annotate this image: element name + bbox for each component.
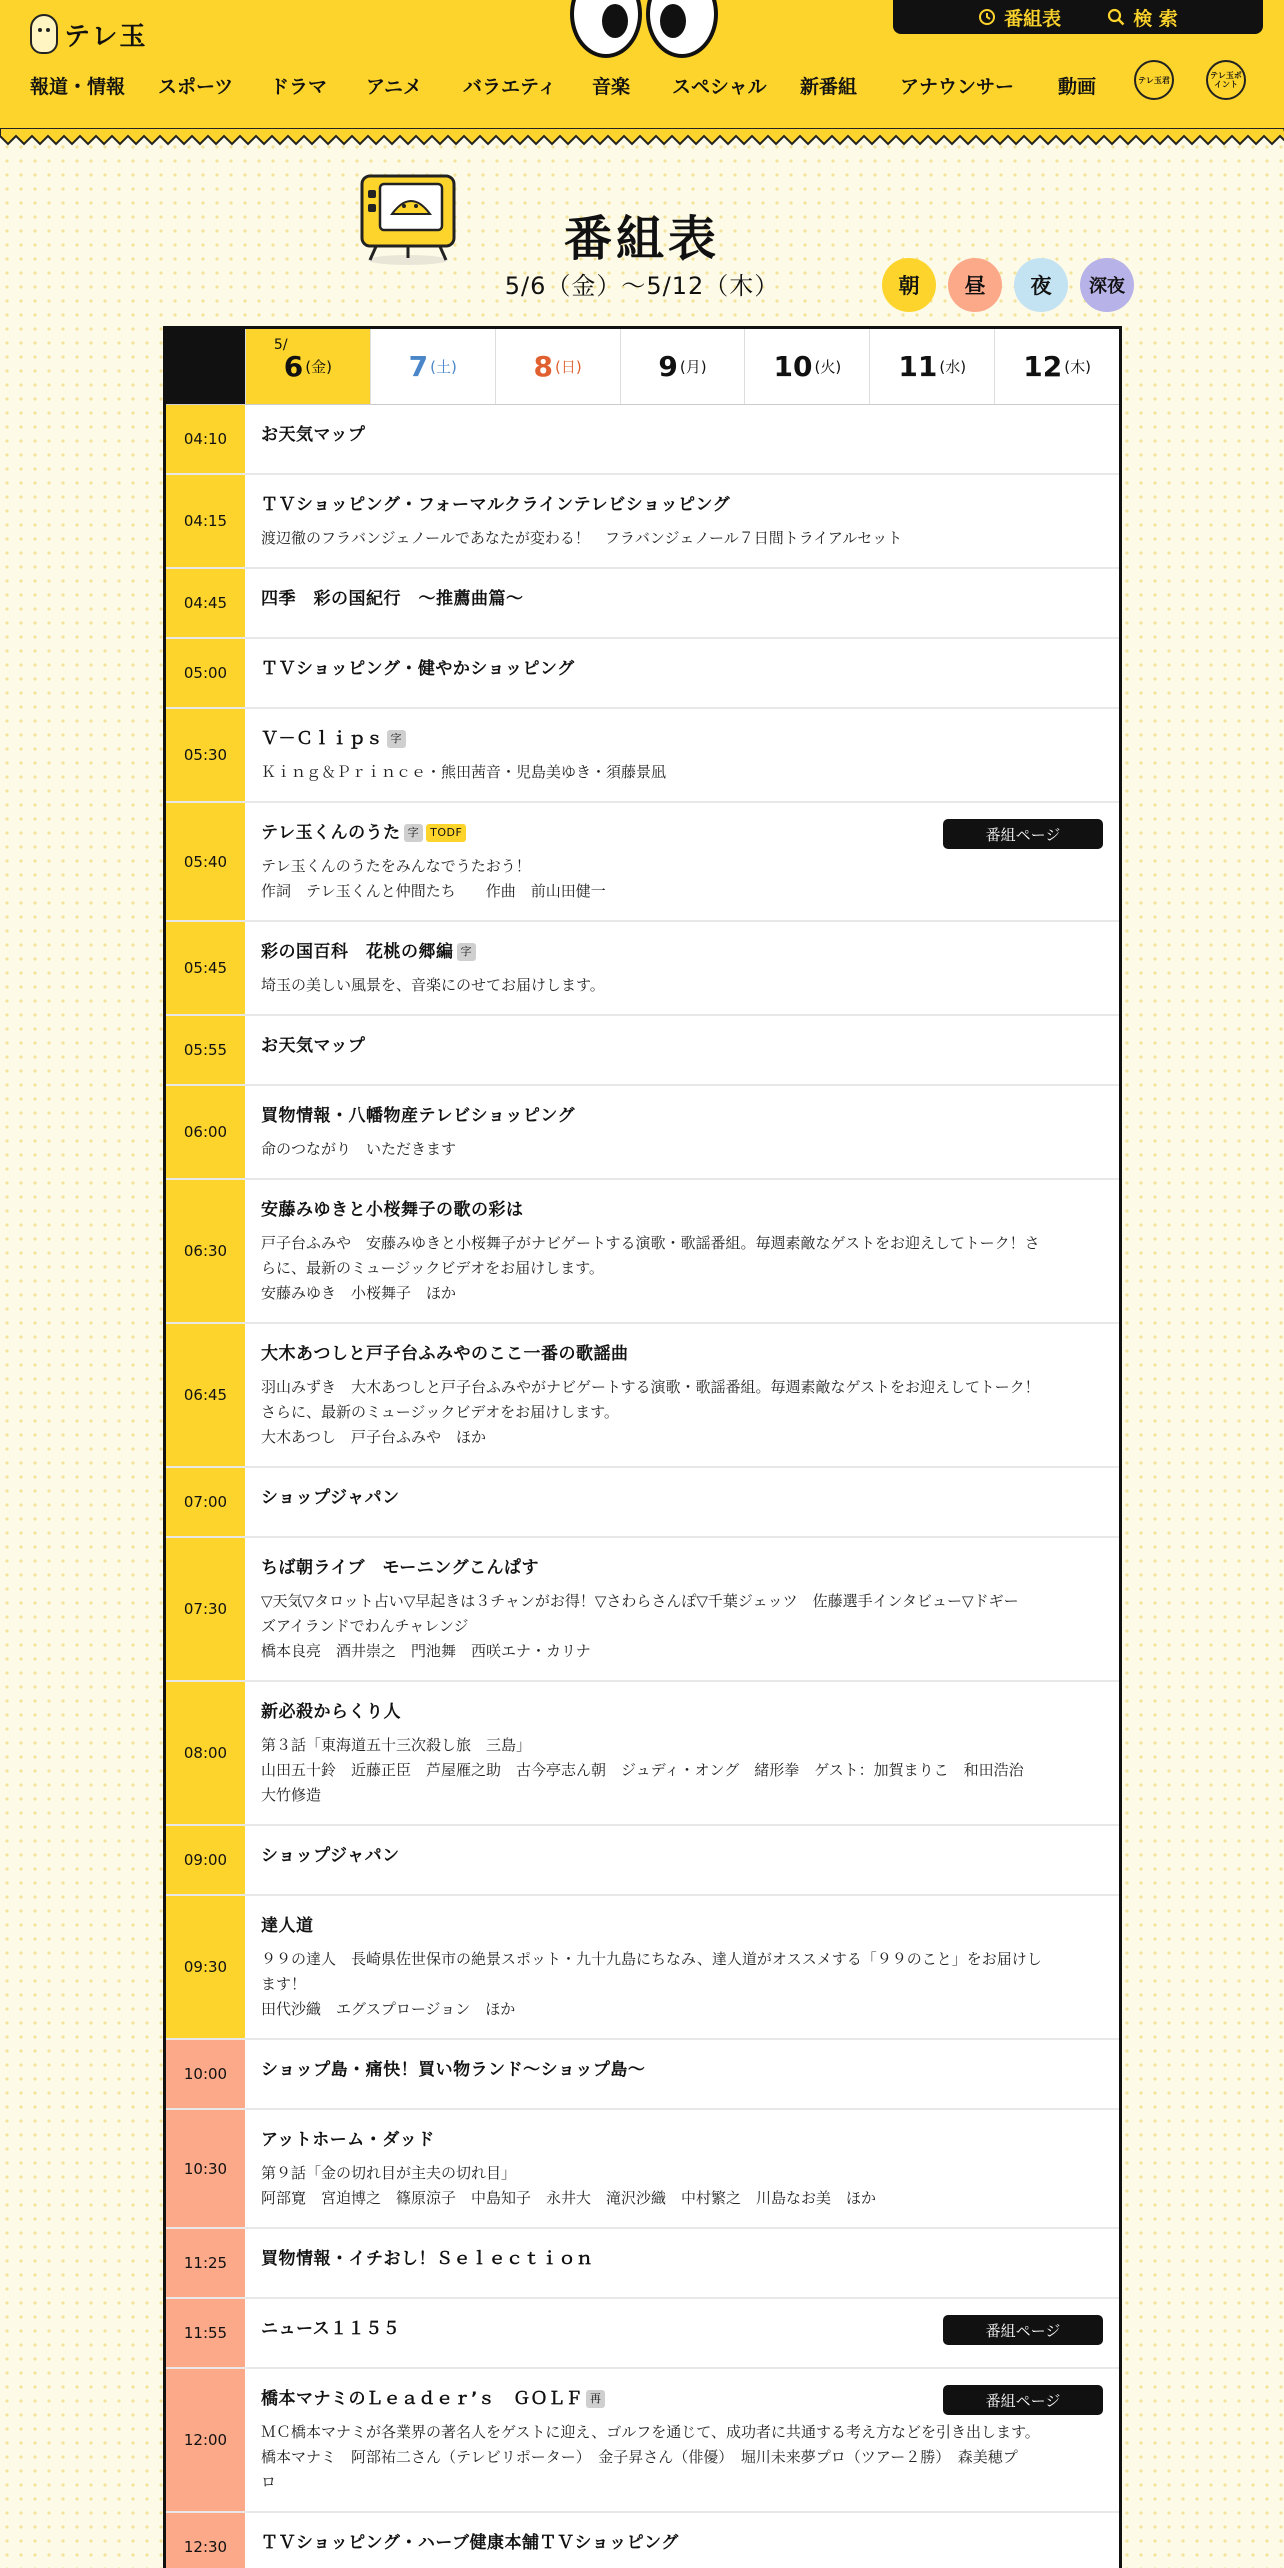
program-row[interactable] bbox=[166, 803, 1119, 922]
program-page-button[interactable]: 番組ページ bbox=[943, 2315, 1103, 2345]
day-tab-weekday: (土) bbox=[430, 358, 457, 376]
program-time: 12:00 bbox=[166, 2369, 245, 2511]
program-badge: TODF bbox=[426, 824, 466, 842]
program-title[interactable] bbox=[261, 422, 1103, 448]
program-time: 05:30 bbox=[166, 709, 245, 801]
program-cell bbox=[245, 1468, 1119, 1536]
program-title-text: ちば朝ライブ モーニングこんぱす bbox=[261, 1558, 539, 1578]
day-tab-number: 6 bbox=[283, 350, 304, 383]
program-title[interactable] bbox=[261, 656, 1103, 682]
program-time: 12:30 bbox=[166, 2513, 245, 2568]
program-description bbox=[261, 2161, 1103, 2211]
program-cell bbox=[245, 475, 1119, 567]
nav-item[interactable]: 報道・情報 bbox=[30, 76, 126, 98]
day-tab-weekday: (火) bbox=[814, 358, 842, 376]
program-row[interactable] bbox=[166, 1016, 1119, 1086]
header-zigzag-edge bbox=[0, 128, 1284, 148]
program-title-text: 四季 彩の国紀行 ～推薦曲篇～ bbox=[261, 589, 524, 609]
program-row[interactable] bbox=[166, 1896, 1119, 2040]
day-tab-weekday: (金) bbox=[305, 358, 332, 376]
program-row[interactable] bbox=[166, 1682, 1119, 1826]
program-title[interactable] bbox=[261, 2127, 1103, 2153]
program-cell bbox=[245, 922, 1119, 1014]
day-tabs-corner bbox=[166, 329, 245, 404]
program-title-text: 安藤みゆきと小桜舞子の歌の彩は bbox=[261, 1200, 524, 1220]
description-line: 大木あつし 戸子台ふみや ほか bbox=[261, 1428, 487, 1446]
description-line: ズアイランドでわんチャレンジ bbox=[261, 1617, 469, 1635]
program-time: 05:45 bbox=[166, 922, 245, 1014]
program-row[interactable] bbox=[166, 2369, 1119, 2513]
description-line: ▽天気▽タロット占い▽早起きは３チャンがお得！▽さわらさんぽ▽千葉ジェッツ 佐藤選手インタビュー▽ドギー bbox=[261, 1592, 1019, 1610]
nav-item[interactable]: スペシャル bbox=[672, 76, 767, 98]
top-utility-bar bbox=[893, 0, 1263, 34]
description-line: テレ玉くんのうたをみんなでうたおう！ bbox=[261, 857, 531, 875]
day-tab-weekday: (水) bbox=[939, 358, 967, 376]
program-time: 05:55 bbox=[166, 1016, 245, 1084]
mascot-eyes bbox=[570, 0, 718, 58]
program-cell bbox=[245, 1324, 1119, 1466]
program-row[interactable] bbox=[166, 2513, 1119, 2568]
program-time: 07:00 bbox=[166, 1468, 245, 1536]
program-title-text: ＴＶショッピング・フォーマルクラインテレビショッピング bbox=[261, 495, 731, 515]
clock-icon bbox=[978, 8, 996, 26]
program-title[interactable] bbox=[261, 1197, 1103, 1223]
program-title-text: 買物情報・イチおし！Ｓｅｌｅｃｔｉｏｎ bbox=[261, 2249, 594, 2269]
program-row[interactable] bbox=[166, 2229, 1119, 2299]
program-description bbox=[261, 1589, 1103, 1664]
program-title-text: テレ玉くんのうた bbox=[261, 823, 401, 843]
program-title-text: ＴＶショッピング・ハーブ健康本舗ＴＶショッピング bbox=[261, 2533, 679, 2553]
description-line: Ｋｉｎｇ＆Ｐｒｉｎｃｅ・熊田茜音・児島美ゆき・須藤景凪 bbox=[261, 763, 667, 781]
day-tab-number: 12 bbox=[1023, 350, 1063, 383]
nav-item[interactable]: アニメ bbox=[366, 76, 423, 98]
program-page-button[interactable]: 番組ページ bbox=[943, 819, 1103, 849]
program-cell bbox=[245, 1180, 1119, 1322]
day-tab-month: 5/ bbox=[273, 337, 288, 353]
program-title[interactable] bbox=[261, 492, 1103, 518]
time-of-day-button[interactable]: 夜 bbox=[1014, 258, 1068, 312]
nav-item[interactable]: 音楽 bbox=[592, 76, 631, 98]
search-link[interactable] bbox=[1107, 4, 1178, 31]
program-row[interactable] bbox=[166, 475, 1119, 569]
description-line: ロ bbox=[261, 2473, 277, 2491]
day-tab[interactable] bbox=[245, 329, 370, 404]
program-row[interactable] bbox=[166, 2040, 1119, 2110]
program-time: 06:00 bbox=[166, 1086, 245, 1178]
description-line: 橋本良亮 酒井崇之 門池舞 西咲エナ・カリナ bbox=[261, 1642, 591, 1660]
program-description bbox=[261, 526, 1103, 551]
program-title-text: 彩の国百科 花桃の郷編 bbox=[261, 942, 454, 962]
program-time: 04:15 bbox=[166, 475, 245, 567]
program-time: 10:30 bbox=[166, 2110, 245, 2227]
day-tabs bbox=[166, 329, 1119, 405]
description-line: 第９話「金の切れ目が主夫の切れ目」 bbox=[261, 2164, 517, 2182]
program-time: 06:30 bbox=[166, 1180, 245, 1322]
program-title-text: 買物情報・八幡物産テレビショッピング bbox=[261, 1106, 575, 1126]
program-title[interactable] bbox=[261, 1033, 1103, 1059]
day-tab[interactable] bbox=[620, 329, 745, 404]
day-tab-number: 10 bbox=[773, 350, 813, 383]
left-eye-icon bbox=[570, 0, 642, 58]
nav-item[interactable]: バラエティ bbox=[463, 76, 557, 98]
mascot-logo-icon bbox=[30, 14, 58, 54]
program-row[interactable] bbox=[166, 1324, 1119, 1468]
nav-item[interactable]: スポーツ bbox=[158, 76, 234, 98]
program-time: 07:30 bbox=[166, 1538, 245, 1680]
program-title[interactable] bbox=[261, 1555, 1103, 1581]
program-cell bbox=[245, 405, 1119, 473]
program-title[interactable] bbox=[261, 2530, 1103, 2556]
program-time: 09:00 bbox=[166, 1826, 245, 1894]
program-description bbox=[261, 854, 1103, 904]
program-description bbox=[261, 760, 1103, 785]
description-line: 橋本マナミ 阿部祐二さん（テレビリポーター） 金子昇さん（俳優） 堀川未来夢プロ（ツアー２勝） 森美穂プ bbox=[261, 2448, 1018, 2466]
program-row[interactable] bbox=[166, 1468, 1119, 1538]
day-tab[interactable] bbox=[370, 329, 495, 404]
day-tab[interactable] bbox=[869, 329, 994, 404]
day-tab-number: 11 bbox=[898, 350, 938, 383]
description-line: ９９の達人 長崎県佐世保市の絶景スポット・九十九島にちなみ、達人道がオススメする「９９のこと」をお届けし bbox=[261, 1950, 1042, 1968]
time-of-day-buttons bbox=[882, 258, 1134, 312]
program-cell bbox=[245, 1682, 1119, 1824]
program-cell bbox=[245, 639, 1119, 707]
day-tab-weekday: (日) bbox=[554, 358, 582, 376]
program-title-text: ニュース１１５５ bbox=[261, 2319, 401, 2339]
program-time: 05:00 bbox=[166, 639, 245, 707]
program-title-text: ＴＶショッピング・健やかショッピング bbox=[261, 659, 575, 679]
program-title[interactable] bbox=[261, 1341, 1103, 1367]
program-title-text: 大木あつしと戸子台ふみやのここ一番の歌謡曲 bbox=[261, 1344, 629, 1364]
program-row[interactable] bbox=[166, 2110, 1119, 2229]
right-eye-icon bbox=[646, 0, 718, 58]
program-title-text: 達人道 bbox=[261, 1916, 314, 1936]
program-row[interactable] bbox=[166, 1538, 1119, 1682]
program-cell bbox=[245, 2299, 1119, 2367]
program-title[interactable] bbox=[261, 1485, 1103, 1511]
program-list bbox=[166, 405, 1119, 2568]
description-line: さらに、最新のミュージックビデオをお届けします。 bbox=[261, 1403, 619, 1421]
program-time: 08:00 bbox=[166, 1682, 245, 1824]
main-nav bbox=[0, 72, 1284, 102]
program-title[interactable] bbox=[261, 2057, 1103, 2083]
program-title[interactable] bbox=[261, 1843, 1103, 1869]
program-description bbox=[261, 1947, 1103, 2022]
day-tab[interactable] bbox=[744, 329, 869, 404]
program-time: 04:10 bbox=[166, 405, 245, 473]
program-row[interactable] bbox=[166, 639, 1119, 709]
program-row[interactable] bbox=[166, 569, 1119, 639]
program-title-text: ショップジャパン bbox=[261, 1488, 400, 1508]
description-line: 作詞 テレ玉くんと仲間たち 作曲 前山田健一 bbox=[261, 882, 606, 900]
program-row[interactable] bbox=[166, 2299, 1119, 2369]
description-line: 第３話「東海道五十三次殺し旅 三島」 bbox=[261, 1736, 532, 1754]
program-title-text: お天気マップ bbox=[261, 425, 366, 445]
day-tab-weekday: (木) bbox=[1064, 358, 1091, 376]
search-link-label: 検 索 bbox=[1133, 7, 1178, 30]
day-tab-number: 8 bbox=[533, 350, 553, 383]
program-cell bbox=[245, 1896, 1119, 2038]
mascot-button[interactable] bbox=[1134, 60, 1174, 100]
program-description bbox=[261, 973, 1103, 998]
program-cell bbox=[245, 1826, 1119, 1894]
program-page-button[interactable]: 番組ページ bbox=[943, 2385, 1103, 2415]
program-cell bbox=[245, 1538, 1119, 1680]
program-cell bbox=[245, 569, 1119, 637]
program-title[interactable] bbox=[261, 2246, 1103, 2272]
program-row[interactable] bbox=[166, 1180, 1119, 1324]
schedule-link-label: 番組表 bbox=[1004, 7, 1062, 30]
program-title[interactable] bbox=[261, 1913, 1103, 1939]
program-cell bbox=[245, 1086, 1119, 1178]
program-row[interactable] bbox=[166, 922, 1119, 1016]
program-row[interactable] bbox=[166, 709, 1119, 803]
program-time: 11:25 bbox=[166, 2229, 245, 2297]
program-badge: 字 bbox=[457, 943, 477, 961]
nav-item[interactable]: 動画 bbox=[1058, 76, 1097, 98]
description-line: ます！ bbox=[261, 1975, 307, 1993]
nav-item[interactable]: ドラマ bbox=[270, 76, 328, 98]
mascot-icon: テレ玉君 bbox=[1138, 75, 1170, 85]
time-of-day-button[interactable]: 朝 bbox=[882, 258, 936, 312]
program-cell bbox=[245, 2513, 1119, 2568]
description-line: 埼玉の美しい風景を、音楽にのせてお届けします。 bbox=[261, 976, 605, 994]
program-badge: 字 bbox=[404, 824, 424, 842]
program-description bbox=[261, 1733, 1103, 1808]
date-range: 5/6（金）〜5/12（木） bbox=[504, 272, 780, 300]
time-of-day-button[interactable]: 昼 bbox=[948, 258, 1002, 312]
program-cell bbox=[245, 709, 1119, 801]
program-title-text: Ｖ－Ｃｌｉｐｓ bbox=[261, 729, 384, 749]
program-row[interactable] bbox=[166, 1826, 1119, 1896]
description-line: 羽山みずき 大木あつしと戸子台ふみやがナビゲートする演歌・歌謡番組。毎週素敵なゲストをお迎えしてトーク！ bbox=[261, 1378, 1040, 1396]
description-line: ＭＣ橋本マナミが各業界の著名人をゲストに迎え、ゴルフを通じて、成功者に共通する考え方などを引き出します。 bbox=[261, 2423, 1040, 2441]
program-cell bbox=[245, 1016, 1119, 1084]
phone-icon: テレ玉ポイント bbox=[1210, 71, 1242, 89]
description-line: らに、最新のミュージックビデオをお届けします。 bbox=[261, 1259, 604, 1277]
program-time: 09:30 bbox=[166, 1896, 245, 2038]
program-row[interactable] bbox=[166, 405, 1119, 475]
program-title[interactable] bbox=[261, 1699, 1103, 1725]
day-tab[interactable] bbox=[994, 329, 1119, 404]
program-description bbox=[261, 2420, 1103, 2495]
program-cell bbox=[245, 2040, 1119, 2108]
description-line: 渡辺徹のフラバンジェノールであなたが変わる！ フラバンジェノール７日間トライアルセット bbox=[261, 529, 903, 547]
program-cell bbox=[245, 2229, 1119, 2297]
program-row[interactable] bbox=[166, 1086, 1119, 1180]
point-button[interactable] bbox=[1206, 60, 1246, 100]
program-description bbox=[261, 1375, 1103, 1450]
program-title[interactable] bbox=[261, 726, 1103, 752]
description-line: 山田五十鈴 近藤正臣 芦屋雁之助 古今亭志ん朝 ジュディ・オング 緒形拳 ゲスト：加賀まりこ 和田浩治 bbox=[261, 1761, 1024, 1779]
program-cell bbox=[245, 803, 1119, 920]
program-time: 10:00 bbox=[166, 2040, 245, 2108]
schedule-table bbox=[163, 326, 1122, 2568]
site-header bbox=[0, 0, 1284, 130]
program-description bbox=[261, 1231, 1103, 1306]
program-cell bbox=[245, 2110, 1119, 2227]
description-line: 大竹修造 bbox=[261, 1786, 322, 1804]
program-badge: 字 bbox=[387, 730, 407, 748]
time-of-day-button[interactable]: 深夜 bbox=[1080, 258, 1134, 312]
program-title[interactable] bbox=[261, 939, 1103, 965]
description-line: 命のつながり いただきます bbox=[261, 1140, 457, 1158]
program-title-text: アットホーム・ダッド bbox=[261, 2130, 435, 2150]
day-tab[interactable] bbox=[495, 329, 620, 404]
search-icon bbox=[1107, 8, 1125, 26]
program-title-text: お天気マップ bbox=[261, 1036, 366, 1056]
schedule-link[interactable] bbox=[978, 4, 1061, 31]
site-logo[interactable] bbox=[30, 14, 147, 54]
program-title-text: 新必殺からくり人 bbox=[261, 1702, 401, 1722]
program-title-text: 橋本マナミのＬｅａｄｅｒ’ｓ ＧＯＬＦ bbox=[261, 2389, 583, 2409]
nav-item[interactable]: 新番組 bbox=[800, 76, 858, 98]
program-title-text: ショップ島・痛快！買い物ランド～ショップ島～ bbox=[261, 2060, 646, 2080]
program-title[interactable] bbox=[261, 1103, 1103, 1129]
description-line: 田代沙織 エグスプロージョン ほか bbox=[261, 2000, 516, 2018]
day-tab-number: 7 bbox=[408, 350, 429, 383]
program-title-text: ショップジャパン bbox=[261, 1846, 400, 1866]
description-line: 阿部寛 宮迫博之 篠原涼子 中島知子 永井大 滝沢沙織 中村繁之 川島なお美 ほか bbox=[261, 2189, 877, 2207]
program-time: 11:55 bbox=[166, 2299, 245, 2367]
program-title[interactable] bbox=[261, 586, 1103, 612]
logo-text: テレ玉 bbox=[64, 21, 148, 52]
program-badge: 再 bbox=[586, 2390, 606, 2408]
description-line: 戸子台ふみや 安藤みゆきと小桜舞子がナビゲートする演歌・歌謡番組。毎週素敵なゲストをお迎えしてトーク！さ bbox=[261, 1234, 1040, 1252]
program-time: 04:45 bbox=[166, 569, 245, 637]
day-tab-weekday: (月) bbox=[679, 358, 707, 376]
page-title: 番組表 bbox=[563, 211, 720, 267]
program-time: 06:45 bbox=[166, 1324, 245, 1466]
nav-item[interactable]: アナウンサー bbox=[900, 76, 1015, 98]
description-line: 安藤みゆき 小桜舞子 ほか bbox=[261, 1284, 457, 1302]
program-description bbox=[261, 1137, 1103, 1162]
program-time: 05:40 bbox=[166, 803, 245, 920]
day-tab-number: 9 bbox=[658, 350, 678, 383]
program-cell bbox=[245, 2369, 1119, 2511]
